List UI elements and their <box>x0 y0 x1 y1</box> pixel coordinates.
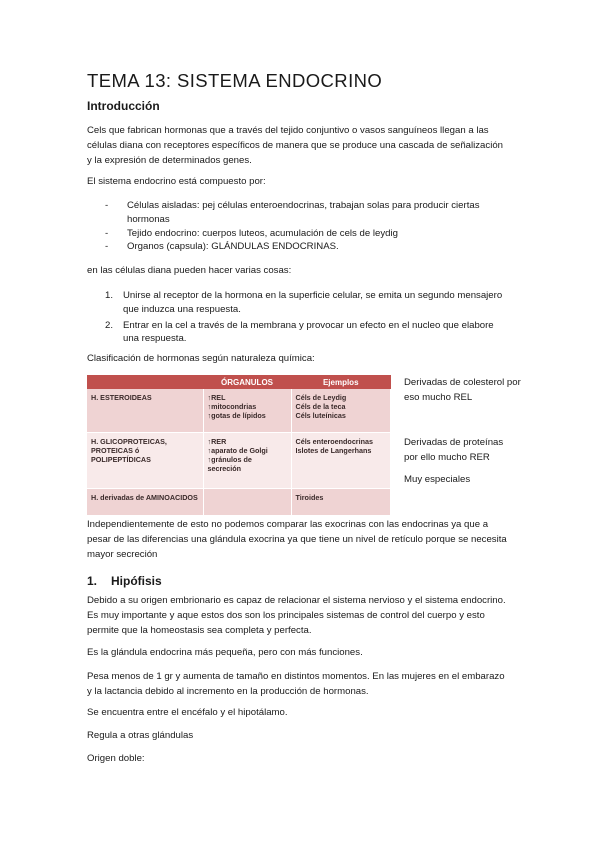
list-item: - Organos (capsula): GLÁNDULAS ENDOCRINAS. <box>105 241 339 253</box>
hipofisis-heading-number: 1. <box>87 574 98 588</box>
intro-heading: Introducción <box>87 99 160 113</box>
hipofisis-heading-text: Hipófisis <box>111 574 162 588</box>
table-cell-ejemplos: Tiroides <box>291 489 391 516</box>
hipofisis-paragraph-6: Origen doble: <box>87 753 145 764</box>
intro-paragraph-2: El sistema endocrino está compuesto por: <box>87 176 266 187</box>
intro-paragraph-1: Cels que fabrican hormonas que a través del tejido conjuntivo o vasos sanguíneos llegan a las células diana con receptores específicos de manera que se produce una cascada de señalización y la expresión de determinados genes. <box>87 125 503 166</box>
comparison-paragraph: Independientemente de esto no podemos comparar las exocrinas con las endocrinas ya que a pesar de las diferencias una glándula exocrina ya que tiene un nivel de retículo porque se necesita mayor secreción <box>87 519 507 560</box>
table-cell-ejemplos: Céls enteroendocrinas Islotes de Langerhans <box>291 433 391 489</box>
table-row <box>87 433 391 489</box>
intro-paragraph-3: en las células diana pueden hacer varias cosas: <box>87 265 292 276</box>
intro-paragraph-4: Clasificación de hormonas según naturaleza química: <box>87 353 315 364</box>
components-list <box>105 199 505 254</box>
actions-list <box>105 289 505 348</box>
hipofisis-paragraph-2: Es la glándula endocrina más pequeña, pero con más funciones. <box>87 647 363 658</box>
table-cell-name: H. derivadas de AMINOACIDOS <box>87 489 203 516</box>
note-esteroideas: Derivadas de colesterol por eso mucho REL <box>404 377 521 403</box>
table-row <box>87 389 391 433</box>
list-item: - Células aisladas: pej células enteroendocrinas, trabajan solas para producir ciertas hormonas <box>105 200 480 225</box>
table-header-row <box>87 375 391 389</box>
page-title: TEMA 13: SISTEMA ENDOCRINO <box>87 70 383 91</box>
table-cell-organulos: ↑REL ↑mitocondrias ↑gotas de lípidos <box>203 389 291 433</box>
note-aminoacidos: Muy especiales <box>404 474 471 485</box>
table-header-cell: ÓRGANULOS <box>203 375 291 389</box>
hipofisis-paragraph-3: Pesa menos de 1 gr y aumenta de tamaño en distintos momentos. En las mujeres en el embarazo y la lactancia debido al incremento en la producción de hormonas. <box>87 671 505 697</box>
table-header-cell <box>87 375 203 389</box>
table-cell-organulos: ↑RER ↑aparato de Golgi ↑gránulos de secreción <box>203 433 291 489</box>
hipofisis-heading <box>87 574 162 588</box>
table-row <box>87 489 391 516</box>
table-cell-name: H. ESTEROIDEAS <box>87 389 203 433</box>
hipofisis-paragraph-4: Se encuentra entre el encéfalo y el hipotálamo. <box>87 707 288 718</box>
list-item: 1. Unirse al receptor de la hormona en la superficie celular, se emita un segundo mensajero que induzca una respuesta. <box>105 290 503 315</box>
hipofisis-paragraph-5: Regula a otras glándulas <box>87 730 194 741</box>
table-cell-organulos <box>203 489 291 516</box>
table-cell-ejemplos: Céls de Leydig Céls de la teca Céls luteínicas <box>291 389 391 433</box>
hipofisis-paragraph-1: Debido a su origen embrionario es capaz de relacionar el sistema nervioso y el sistema endocrino. Es muy importante y aque estos dos son los principales sistemas de control del cuerpo y esto permite que la homeostasis sea completa y perfecta. <box>87 595 506 636</box>
table-cell-name: H. GLICOPROTEICAS, PROTEICAS ó POLIPEPTÍDICAS <box>87 433 203 489</box>
list-item: - Tejido endocrino: cuerpos luteos, acumulación de cels de leydig <box>105 227 398 239</box>
hormone-classification-table <box>87 375 391 516</box>
note-proteicas: Derivadas de proteínas por ello mucho RER <box>404 437 504 463</box>
table-header-cell: Ejemplos <box>291 375 391 389</box>
list-item: 2. Entrar en la cel a través de la membrana y provocar un efecto en el nucleo que elabore una respuesta. <box>105 319 494 345</box>
